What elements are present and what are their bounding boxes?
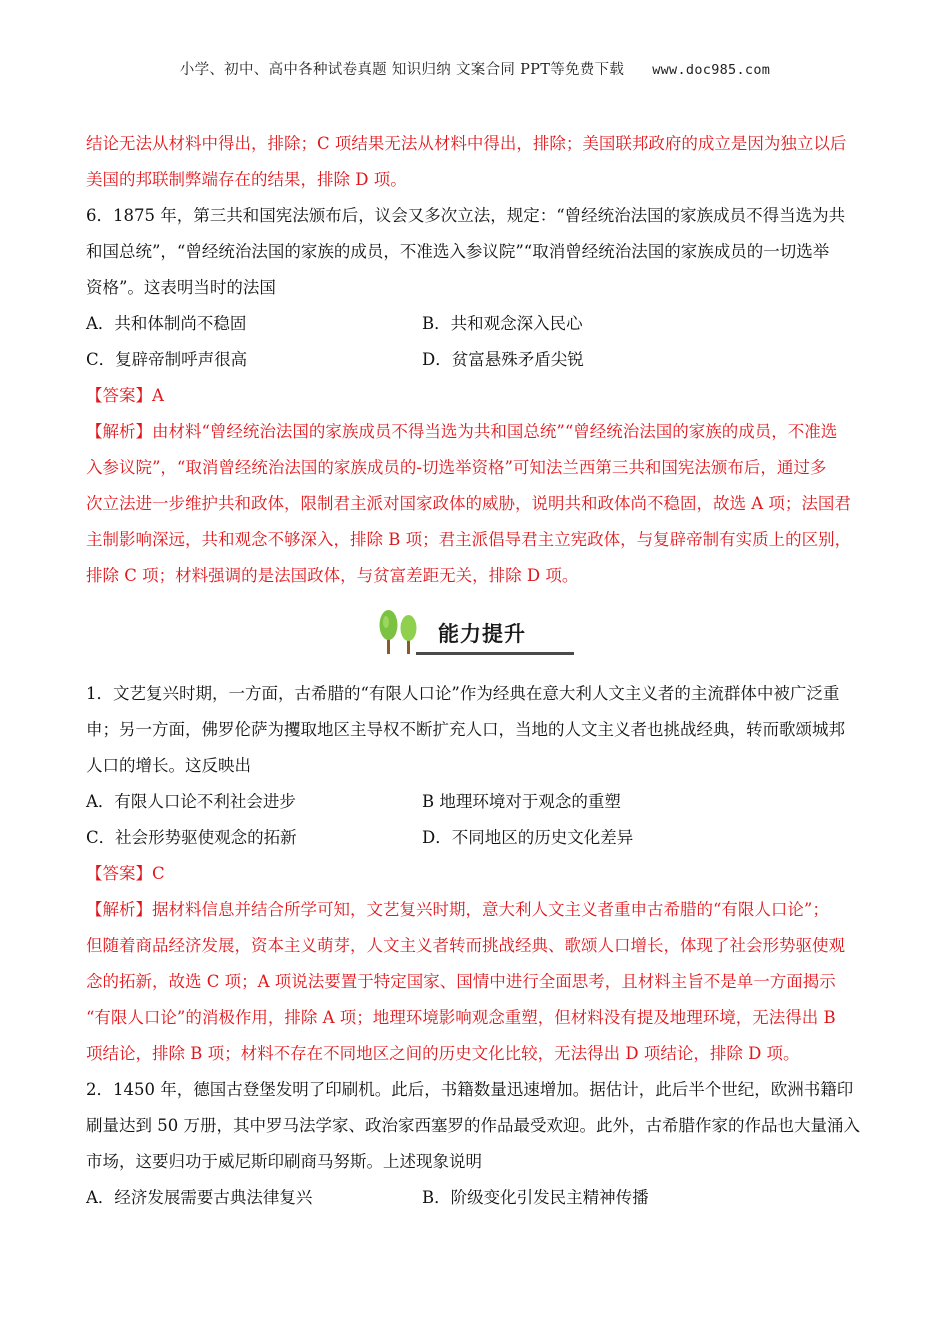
q6-stem-line: 和国总统”，“曾经统治法国的家族的成员，不准选入参议院”“取消曾经统治法国的家族成员的一切选举	[86, 242, 830, 261]
q1-answer: 【答案】C	[86, 864, 165, 883]
q2-option-a: A．经济发展需要古典法律复兴	[86, 1188, 313, 1207]
q1-analysis-line: 但随着商品经济发展，资本主义萌芽，人文主义者转而挑战经典、歌颂人口增长，体现了社会形势驱使观	[86, 936, 845, 955]
section-badge	[86, 608, 866, 658]
q6-analysis-line: 次立法进一步维护共和政体，限制君主派对国家政体的威胁，说明共和政体尚不稳固，故选 A 项；法国君	[86, 494, 851, 513]
q2-options-row	[86, 1180, 866, 1216]
q6-option-c: C．复辟帝制呼声很高	[86, 350, 248, 369]
q6-analysis-line: 【解析】由材料“曾经统治法国的家族成员不得当选为共和国总统”“曾经统治法国的家族的成员，不准选	[86, 422, 838, 441]
q6-options-row	[86, 306, 866, 342]
q1-options-row	[86, 820, 866, 856]
q1-analysis-line: 项结论，排除 B 项；材料不存在不同地区之间的历史文化比较，无法得出 D 项结论，排除 D 项。	[86, 1044, 800, 1063]
header-text: 小学、初中、高中各种试卷真题 知识归纳 文案合同 PPT等免费下载	[179, 62, 625, 78]
q6-option-a: A．共和体制尚不稳固	[86, 314, 247, 333]
q6-option-d: D．贫富悬殊矛盾尖锐	[422, 350, 584, 369]
section-underline	[416, 652, 574, 655]
q2-stem-line: 2．1450 年，德国古登堡发明了印刷机。此后，书籍数量迅速增加。据估计，此后半个世纪，欧洲书籍印	[86, 1080, 854, 1099]
q2-stem-line: 市场，这要归功于威尼斯印刷商马努斯。上述现象说明	[86, 1152, 482, 1171]
section-title: 能力提升	[438, 622, 526, 646]
q6-stem-line: 资格”。这表明当时的法国	[86, 278, 276, 297]
prev-analysis-line: 结论无法从材料中得出，排除；C 项结果无法从材料中得出，排除；美国联邦政府的成立是因为独立以后	[86, 134, 847, 153]
q6-stem-line: 6．1875 年，第三共和国宪法颁布后，议会又多次立法，规定：“曾经统治法国的家族成员不得当选为共	[86, 206, 846, 225]
q1-option-a: A．有限人口论不利社会进步	[86, 792, 296, 811]
q6-answer: 【答案】A	[86, 386, 164, 405]
q6-option-b: B．共和观念深入民心	[422, 314, 583, 333]
q6-analysis-line: 排除 C 项；材料强调的是法国政体，与贫富差距无关，排除 D 项。	[86, 566, 579, 585]
q6-analysis-line: 主制影响深远，共和观念不够深入，排除 B 项；君主派倡导君主立宪政体，与复辟帝制有实质上的区别，	[86, 530, 852, 549]
q2-option-b: B．阶级变化引发民主精神传播	[422, 1188, 649, 1207]
content	[86, 126, 866, 1216]
q1-analysis-line: “有限人口论”的消极作用，排除 A 项；地理环境影响观念重塑，但材料没有提及地理环境，无法得出 B	[86, 1008, 836, 1027]
q1-option-c: C．社会形势驱使观念的拓新	[86, 828, 297, 847]
q6-analysis-line: 入参议院”，“取消曾经统治法国的家族成员的-切选举资格”可知法兰西第三共和国宪法颁布后，通过多	[86, 458, 827, 477]
q1-analysis-line: 念的拓新，故选 C 项；A 项说法要置于特定国家、国情中进行全面思考，且材料主旨不是单一方面揭示	[86, 972, 836, 991]
q6-options-row	[86, 342, 866, 378]
q1-stem-line: 1．文艺复兴时期，一方面，古希腊的“有限人口论”作为经典在意大利人文主义者的主流群体中被广泛重	[86, 684, 840, 703]
q1-option-d: D．不同地区的历史文化差异	[422, 828, 634, 847]
q1-analysis-line: 【解析】据材料信息并结合所学可知，文艺复兴时期，意大利人文主义者重申古希腊的“有限人口论”；	[86, 900, 829, 919]
q1-option-b: B 地理环境对于观念的重塑	[422, 792, 621, 811]
page-header	[0, 58, 950, 79]
q2-stem-line: 刷量达到 50 万册，其中罗马法学家、政治家西塞罗的作品最受欢迎。此外，古希腊作家的作品也大量涌入	[86, 1116, 860, 1135]
q1-stem-line: 申；另一方面，佛罗伦萨为攫取地区主导权不断扩充人口，当地的人文主义者也挑战经典，转而歌颂城邦	[86, 720, 845, 739]
q1-stem-line: 人口的增长。这反映出	[86, 756, 251, 775]
q1-options-row	[86, 784, 866, 820]
prev-analysis-line: 美国的邦联制弊端存在的结果，排除 D 项。	[86, 170, 407, 189]
header-site[interactable]: www.doc985.com	[652, 62, 771, 78]
tree-icon	[376, 608, 436, 658]
